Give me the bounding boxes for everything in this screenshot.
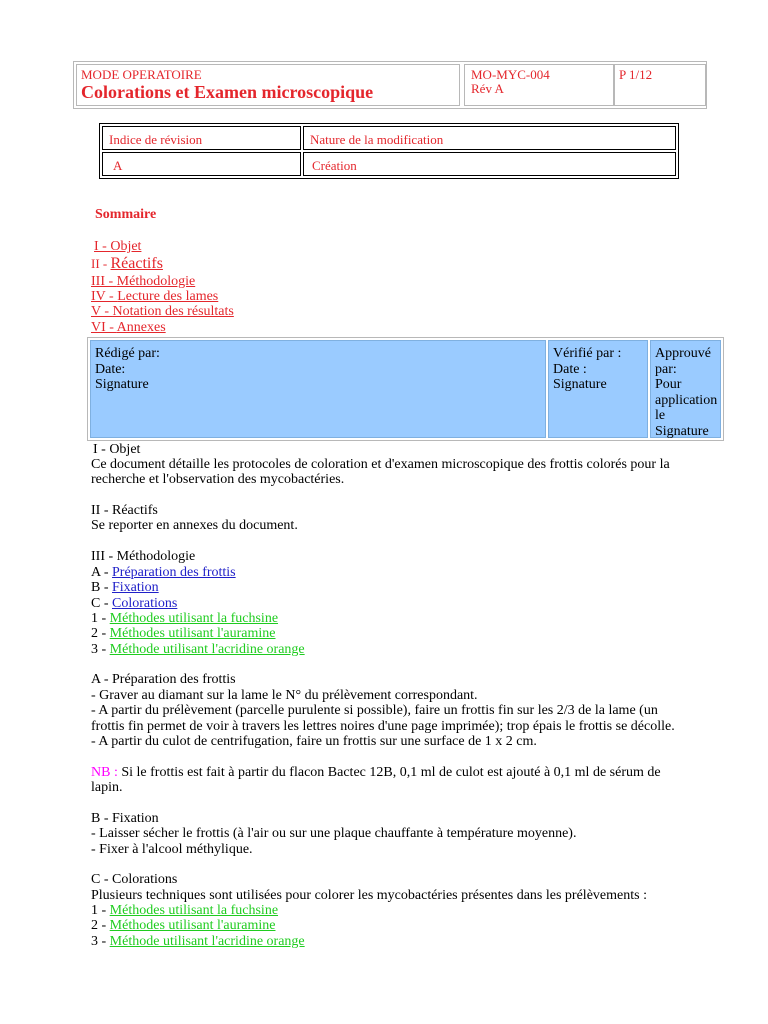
toc-link-lecture[interactable]: IV - Lecture des lames [91,289,219,304]
objet-text-2: recherche et l'observation des mycobactéries. [91,472,345,487]
fix-line-1: - Laisser sécher le frottis (à l'air ou sur une plaque chauffante à température moyenne). [91,826,577,841]
mode-label: MODE OPERATOIRE [81,67,202,82]
methodo-link-2[interactable]: 2 - Méthodes utilisant l'auramine [91,626,276,641]
document-header [73,61,707,109]
prep-line-4: - A partir du culot de centrifugation, faire un frottis sur une surface de 1 x 2 cm. [91,734,537,749]
methodo-link-a[interactable]: A - Préparation des frottis [91,565,236,580]
toc-link-objet[interactable]: I - Objet [94,239,142,254]
document-title: Colorations et Examen microscopique [81,82,374,102]
header-code-cell [464,64,614,106]
header-title-cell [76,64,460,106]
color-link-2[interactable]: 2 - Méthodes utilisant l'auramine [91,918,276,933]
nb-line-1: NB : Si le frottis est fait à partir du flacon Bactec 12B, 0,1 ml de culot est ajouté à 0,1 ml de sérum de [91,765,661,780]
methodo-link-c[interactable]: C - Colorations [91,596,178,611]
toc-item-methodologie[interactable] [91,274,195,289]
toc-link-reactifs[interactable]: Réactifs [110,255,163,272]
signature-table [87,337,724,441]
revision-label: Rév A [471,81,504,96]
color-heading: C - Colorations [91,872,178,887]
methodo-link-3[interactable]: 3 - Méthode utilisant l'acridine orange [91,642,305,657]
nb-line-2: lapin. [91,780,123,795]
page-number: P 1/12 [619,67,653,82]
toc-item-objet[interactable] [94,239,141,254]
revision-nature-header: Nature de la modification [303,126,676,150]
toc-item-annexes[interactable] [91,320,166,335]
methodo-heading: III - Méthodologie [91,549,196,564]
revision-table [99,123,679,179]
prep-line-2: - A partir du prélèvement (parcelle purulente si possible), faire un frottis fin sur les 2/3 de la lame (un [91,703,658,718]
toc-item-notation[interactable] [91,304,234,319]
color-link-3[interactable]: 3 - Méthode utilisant l'acridine orange [91,934,305,949]
color-text: Plusieurs techniques sont utilisées pour colorer les mycobactéries présentes dans les prélèvements : [91,888,647,903]
doc-code: MO-MYC-004 [471,67,550,82]
revision-index-value: A [102,152,301,176]
fix-line-2: - Fixer à l'alcool méthylique. [91,842,253,857]
redige-cell: Rédigé par: Date: Signature [90,340,546,438]
color-link-1[interactable]: 1 - Méthodes utilisant la fuchsine [91,903,279,918]
objet-text-1: Ce document détaille les protocoles de coloration et d'examen microscopique des frottis colorés pour la [91,457,670,472]
prep-line-3: frottis fin permet de voir à travers les lettres noires d'une page imprimée); trop épais le frottis se décolle. [91,719,675,734]
objet-heading: I - Objet [93,442,141,457]
methodo-link-1[interactable]: 1 - Méthodes utilisant la fuchsine [91,611,279,626]
nb-label: NB : [91,765,118,780]
header-page-cell [614,64,706,106]
prep-heading: A - Préparation des frottis [91,672,236,687]
toc-item-reactifs[interactable]: II - Réactifs [91,255,163,272]
reactifs-heading: II - Réactifs [91,503,158,518]
toc-link-notation[interactable]: V - Notation des résultats [91,304,234,319]
reactifs-text: Se reporter en annexes du document. [91,518,298,533]
toc-item-lecture[interactable] [91,289,218,304]
toc-link-methodologie[interactable]: III - Méthodologie [91,274,196,289]
toc-link-annexes[interactable]: VI - Annexes [91,320,166,335]
sommaire-title: Sommaire [95,207,157,222]
fix-heading: B - Fixation [91,811,159,826]
verifie-cell: Vérifié par : Date : Signature [548,340,648,438]
prep-line-1: - Graver au diamant sur la lame le N° du prélèvement correspondant. [91,688,478,703]
methodo-link-b[interactable]: B - Fixation [91,580,159,595]
revision-nature-value: Création [303,152,676,176]
approuve-cell: Approuvé par: Pour application le Signature [650,340,721,438]
revision-index-header: Indice de révision [102,126,301,150]
